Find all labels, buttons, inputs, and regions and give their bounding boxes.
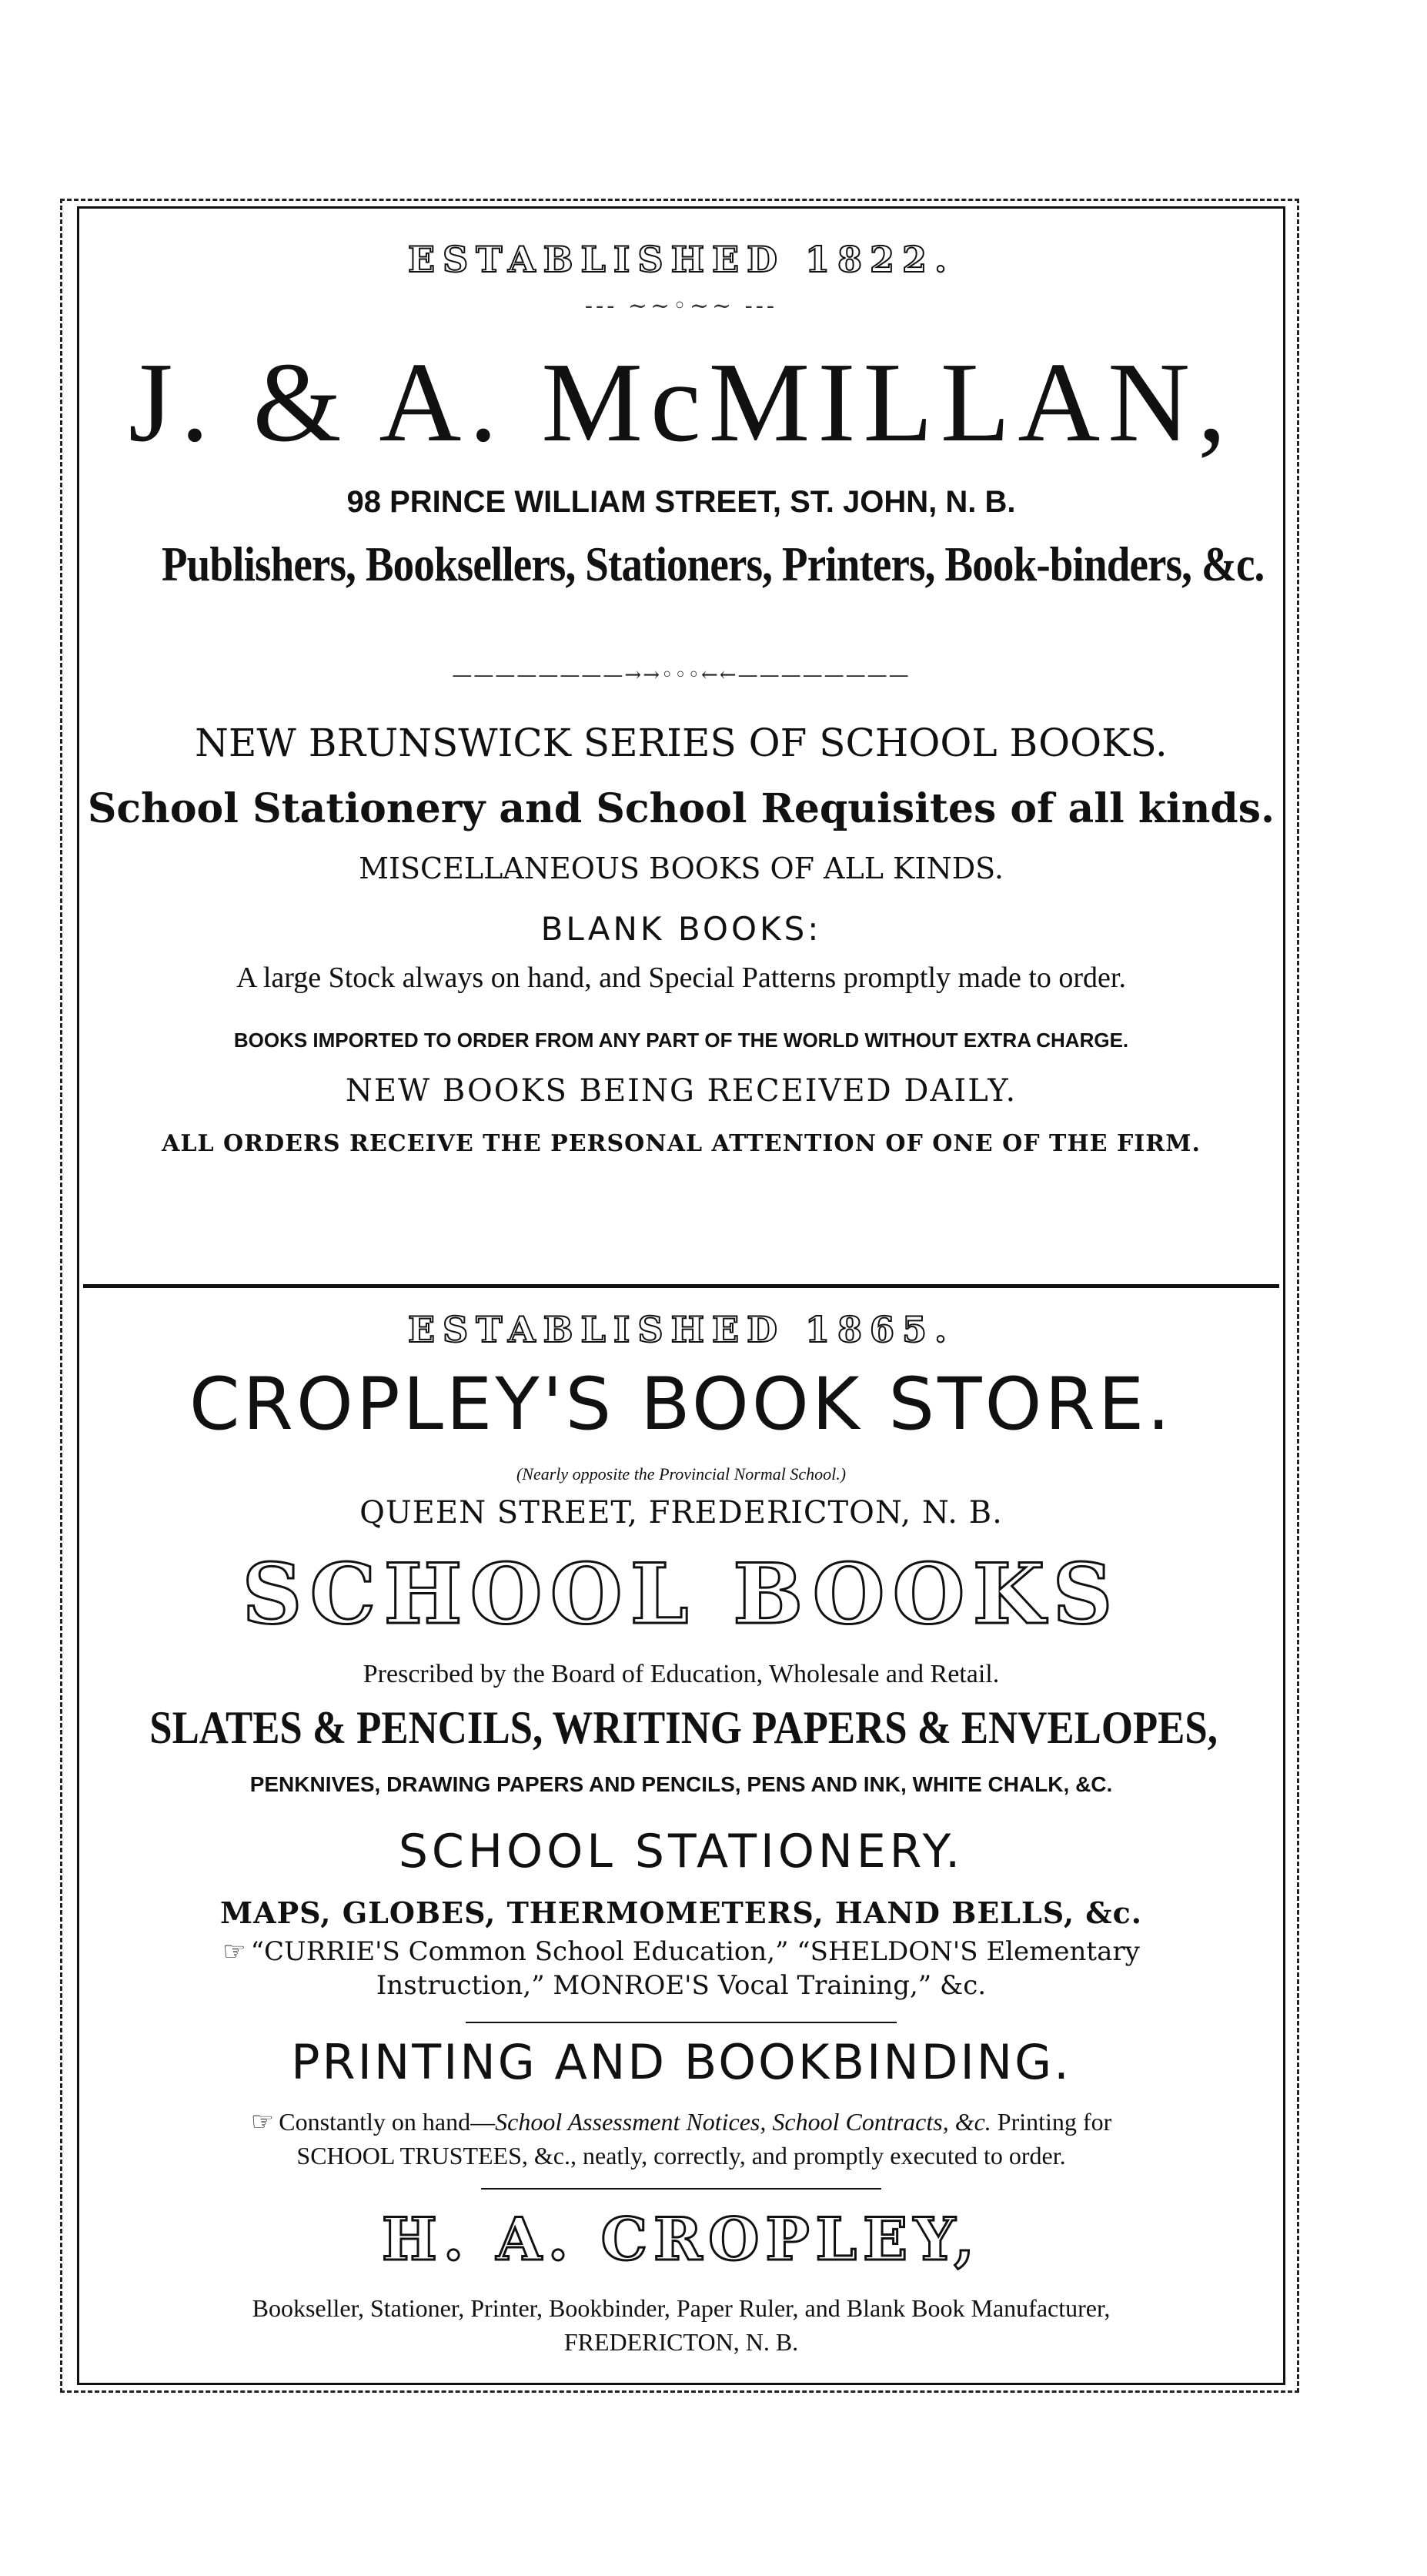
proprietor-titles: Bookseller, Stationer, Printer, Bookbinder, Paper Ruler, and Blank Book Manufacturer, <box>252 2294 1111 2322</box>
new-books-note: NEW BOOKS BEING RECEIVED DAILY. <box>345 1073 1018 1109</box>
pointing-hand-icon: ☞ <box>222 1936 246 1967</box>
firm-address: 98 PRINCE WILLIAM STREET, ST. JOHN, N. B. <box>346 485 1016 519</box>
trustees-line: SCHOOL TRUSTEES, &c., neatly, correctly, and promptly executed to order. <box>296 2142 1066 2170</box>
proprietor-name: H. A. CROPLEY, <box>382 2205 981 2273</box>
slates-pencils-line: SLATES & PENCILS, WRITING PAPERS & ENVELOPES, <box>149 1702 1218 1753</box>
printing-bookbinding-heading: PRINTING AND BOOKBINDING. <box>291 2034 1071 2090</box>
constantly-italic: School Assessment Notices, School Contracts, &c. <box>495 2108 991 2136</box>
short-divider-2 <box>481 2188 881 2190</box>
school-stationery-line: School Stationery and School Requisites of all kinds. <box>87 785 1275 832</box>
currie-text-1: “CURRIE'S Common School Education,” “SHELDON'S Elementary <box>250 1936 1140 1967</box>
cropley-advertisement <box>77 1301 1285 2379</box>
constantly-on-hand-line <box>77 2106 1285 2138</box>
imported-books-note: BOOKS IMPORTED TO ORDER FROM ANY PART OF THE WORLD WITHOUT EXTRA CHARGE. <box>233 1029 1129 1052</box>
miscellaneous-books: MISCELLANEOUS BOOKS OF ALL KINDS. <box>359 851 1004 885</box>
penknives-line: PENKNIVES, DRAWING PAPERS AND PENCILS, PENS AND INK, WHITE CHALK, &C. <box>249 1772 1113 1796</box>
store-name: CROPLEY'S BOOK STORE. <box>189 1363 1174 1447</box>
mcmillan-established: ESTABLISHED 1822. <box>407 239 955 280</box>
section-divider <box>83 1284 1279 1288</box>
short-divider-1 <box>466 2022 897 2023</box>
stock-note: A large Stock always on hand, and Special Patterns promptly made to order. <box>236 962 1126 994</box>
firm-name: J. & A. McMILLAN, <box>128 340 1235 466</box>
pointing-hand-icon-2: ☞ <box>250 2108 275 2136</box>
maps-globes-line: MAPS, GLOBES, THERMOMETERS, HAND BELLS, &c. <box>220 1895 1142 1930</box>
store-location-note: (Nearly opposite the Provincial Normal School.) <box>516 1464 847 1484</box>
currie-line-1 <box>77 1935 1285 1968</box>
blank-books-heading: BLANK BOOKS: <box>540 910 822 948</box>
mcmillan-advertisement <box>77 206 1285 1284</box>
constantly-lead: Constantly on hand— <box>279 2108 496 2136</box>
cropley-established: ESTABLISHED 1865. <box>407 1309 955 1350</box>
ornament-rule: ————————→→◦◦◦←←———————— <box>452 664 911 687</box>
currie-line-2: Instruction,” MONROE'S Vocal Training,” &c. <box>376 1970 987 2001</box>
ornament-flourish: --- ~~◦~~ --- <box>584 293 778 319</box>
firm-trades: Publishers, Booksellers, Stationers, Printers, Book-binders, &c. <box>161 537 1265 591</box>
prescribed-note: Prescribed by the Board of Education, Wholesale and Retail. <box>363 1660 1000 1688</box>
school-books-heading: SCHOOL BOOKS <box>242 1546 1121 1643</box>
constantly-tail: Printing for <box>991 2108 1112 2136</box>
proprietor-city: FREDERICTON, N. B. <box>563 2328 799 2356</box>
school-stationery-heading: SCHOOL STATIONERY. <box>398 1825 964 1878</box>
orders-note: ALL ORDERS RECEIVE THE PERSONAL ATTENTION OF ONE OF THE FIRM. <box>162 1130 1201 1157</box>
school-books-series: NEW BRUNSWICK SERIES OF SCHOOL BOOKS. <box>195 721 1168 765</box>
store-address: QUEEN STREET, FREDERICTON, N. B. <box>359 1495 1003 1531</box>
